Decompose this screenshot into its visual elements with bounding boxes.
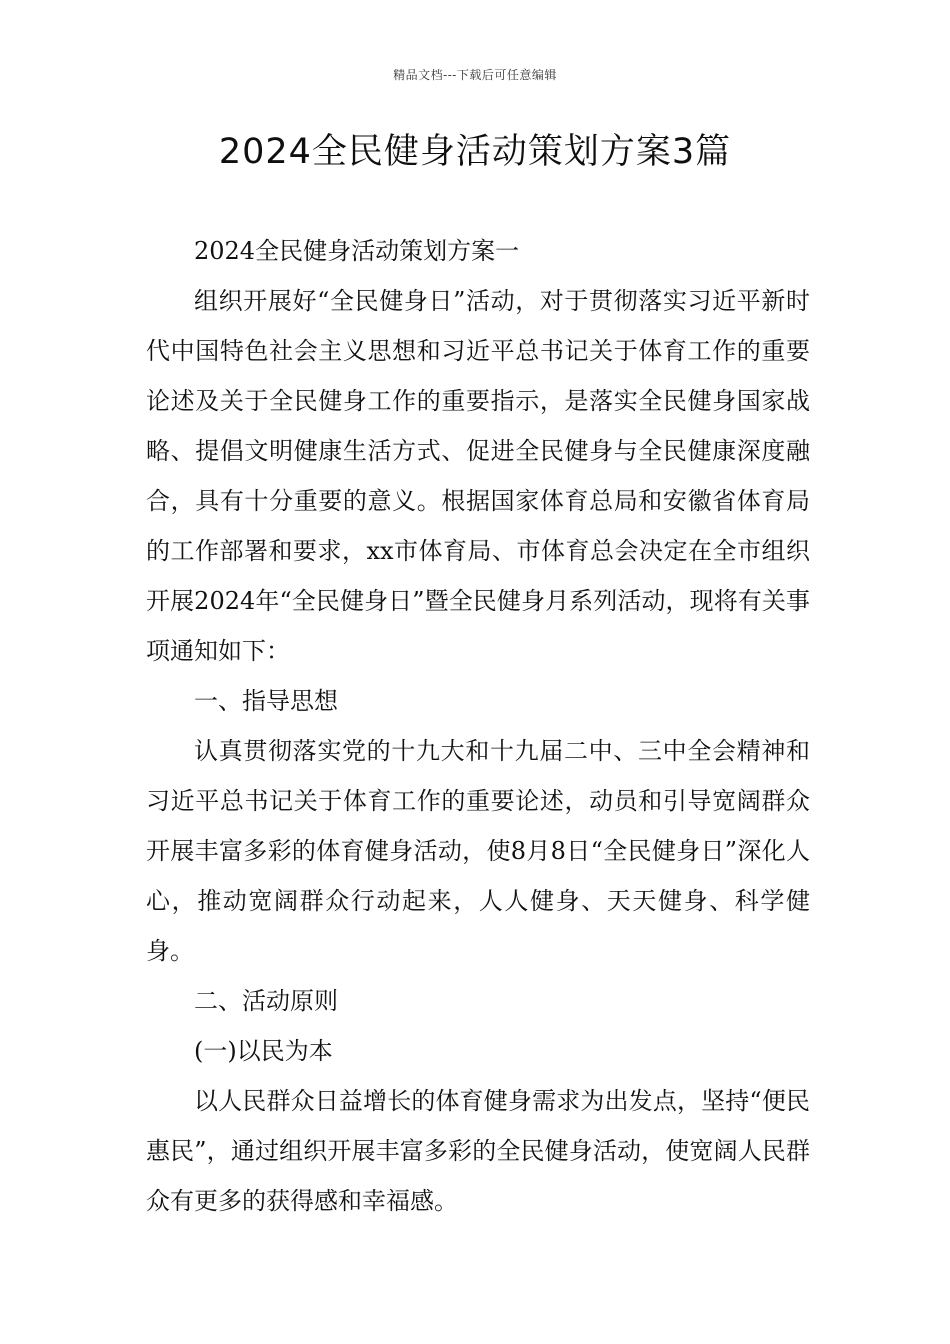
- paragraph-intro: 组织开展好“全民健身日”活动，对于贯彻落实习近平新时代中国特色社会主义思想和习近平总书记关于体育工作的重要论述及关于全民健身工作的重要指示，是落实全民健身国家战略、提倡文明健康生活方式、促进全民健身与全民健康深度融合，具有十分重要的意义。根据国家体育总局和安徽省体育局的工作部署和要求，xx市体育局、市体育总会决定在全市组织开展2024年“全民健身日”暨全民健身月系列活动，现将有关事项通知如下：: [146, 287, 810, 665]
- paragraph-subtitle: 2024全民健身活动策划方案一: [194, 237, 520, 265]
- section-heading-principles: 二、活动原则: [194, 987, 338, 1015]
- header-note: 精品文档---下载后可任意编辑: [393, 68, 557, 82]
- paragraph-people-first: 以人民群众日益增长的体育健身需求为出发点，坚持“便民惠民”，通过组织开展丰富多彩的全民健身活动，使宽阔人民群众有更多的获得感和幸福感。: [146, 1087, 810, 1215]
- subsection-heading-people-first: (一)以民为本: [194, 1037, 333, 1065]
- paragraph-guiding-thought: 认真贯彻落实党的十九大和十九届二中、三中全会精神和习近平总书记关于体育工作的重要论述，动员和引导宽阔群众开展丰富多彩的体育健身活动，使8月8日“全民健身日”深化人心，推动宽阔群众行动起来，人人健身、天天健身、科学健身。: [146, 737, 810, 965]
- document-body: [146, 226, 810, 1226]
- document-title: 2024全民健身活动策划方案3篇: [218, 132, 732, 172]
- section-heading-guiding-thought: 一、指导思想: [194, 687, 338, 715]
